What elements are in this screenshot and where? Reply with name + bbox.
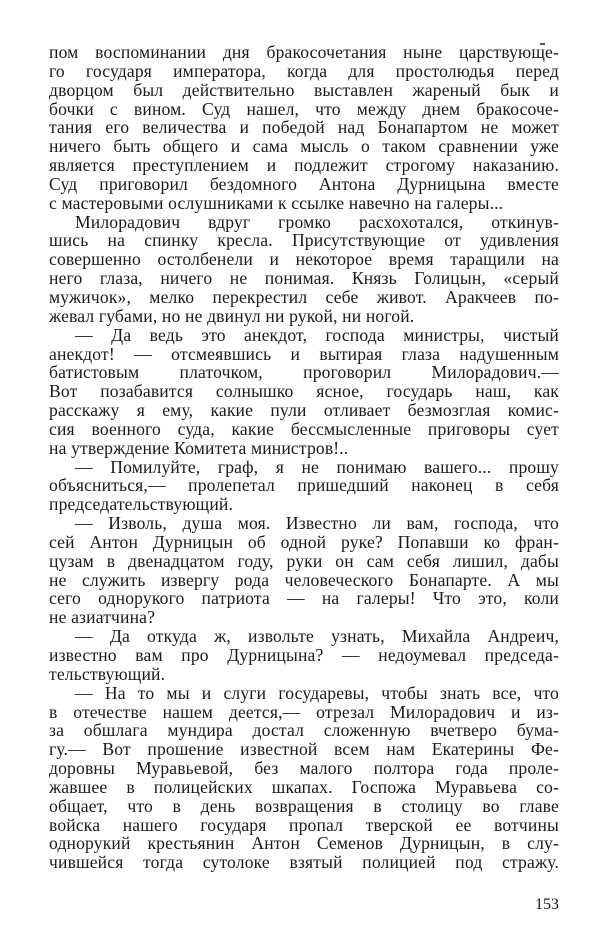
text-line: однорукий крестьянин Антон Семенов Дурницын, в слу- xyxy=(49,833,559,854)
text-line: чившейся тогда сутолоке взятый полицией под стражу. xyxy=(49,852,559,873)
text-line: является преступлением и подлежит строгому наказанию. xyxy=(49,155,559,176)
paragraph-start-line: — Да откуда ж, извольте узнать, Михайла Андреич, xyxy=(75,626,559,647)
text-line: Вот позабавится солнышко ясное, государь наш, как xyxy=(49,381,559,402)
text-line: известно вам про Дурницына? — недоумевал председа- xyxy=(49,645,559,665)
text-line: сия военного суда, какие бессмысленные приговоры сует xyxy=(49,418,559,439)
text-line: председательствующий. xyxy=(49,494,234,515)
page-number: 153 xyxy=(535,896,559,913)
text-line: в отечестве нашем деется,— отрезал Милорадович и из- xyxy=(49,701,559,722)
text-line: жевал губами, но не двинул ни рукой, ни ногой. xyxy=(49,305,415,326)
text-line: Суд приговорил бездомного Антона Дурницына вместе xyxy=(49,173,559,194)
text-line: го государя императора, когда для простолюдья перед xyxy=(49,60,559,81)
paragraph-start-line: — Да ведь это анекдот, господа министры, чистый xyxy=(75,324,559,345)
text-line: на утверждение Комитета министров!.. xyxy=(49,437,349,458)
text-line: ничего быть общего и сама мысль о таком сравнении уже xyxy=(49,136,559,157)
text-line: общает, что в день возвращения в столицу во главе xyxy=(49,795,559,816)
text-line: бочки с вином. Суд нашел, что между днем бракосоче- xyxy=(49,98,559,119)
text-line: тельствующий. xyxy=(49,663,166,684)
paragraph-start-line: — Помилуйте, граф, я не понимаю вашего... прошу xyxy=(75,456,559,477)
text-line: дворцом был действительно выставлен жареный бык и xyxy=(49,79,559,100)
text-line: расскажу я ему, какие пули отливает безмозглая комис- xyxy=(49,400,559,421)
text-line: за обшлага мундира достал сложенную вчетверо бума- xyxy=(49,720,559,741)
text-line: объясниться,— пролепетал пришедший наконец в себя xyxy=(49,475,559,496)
text-line: него глаза, ничего не понимая. Князь Голицын, «серый xyxy=(49,268,559,289)
text-line: сего однорукого патриота — на галеры! Что это, коли xyxy=(49,588,559,609)
text-line: с мастеровыми ослушниками к ссылке навечно на галеры... xyxy=(49,192,504,213)
text-line: не служить извергу рода человеческого Бонапарте. А мы xyxy=(49,569,559,590)
text-line: не азиатчина? xyxy=(49,607,156,628)
paragraph-start-line: Милорадович вдруг громко расхохотался, откинув- xyxy=(75,211,559,232)
text-line: батистовым платочком, проговорил Милорадович.— xyxy=(49,362,559,383)
text-line: жавшее в полицейских шкапах. Госпожа Муравьева со- xyxy=(49,776,559,797)
paragraph-start-line: — Изволь, душа моя. Известно ли вам, господа, что xyxy=(75,513,559,534)
page-text xyxy=(49,43,559,872)
text-line: цузам в двенадцатом году, руки он сам себя лишил, дабы xyxy=(49,550,559,571)
text-line: войска нашего государя пропал тверской ее вотчины xyxy=(49,814,559,835)
text-line: сей Антон Дурницын об одной руке? Попавши ко фран- xyxy=(49,531,559,552)
text-line: гу.— Вот прошение известной всем нам Екатерины Фе- xyxy=(49,739,559,760)
text-line: тания его величества и победой над Бонапартом не может xyxy=(49,117,559,138)
paragraph-start-line: — На то мы и слуги государевы, чтобы знать все, что xyxy=(75,682,559,703)
text-line: шись на спинку кресла. Присутствующие от удивления xyxy=(49,230,559,251)
text-line: мужичок», мелко перекрестил себе живот. Аракчеев по- xyxy=(49,286,559,307)
text-line: доровны Муравьевой, без малого полтора года проле- xyxy=(49,758,559,779)
text-line: пом воспоминании дня бракосочетания ныне царствующе- xyxy=(49,42,559,62)
text-line: совершенно остолбенели и некоторое время таращили на xyxy=(49,249,559,270)
text-line: анекдот! — отсмеявшись и вытирая глаза надушенным xyxy=(49,343,559,364)
